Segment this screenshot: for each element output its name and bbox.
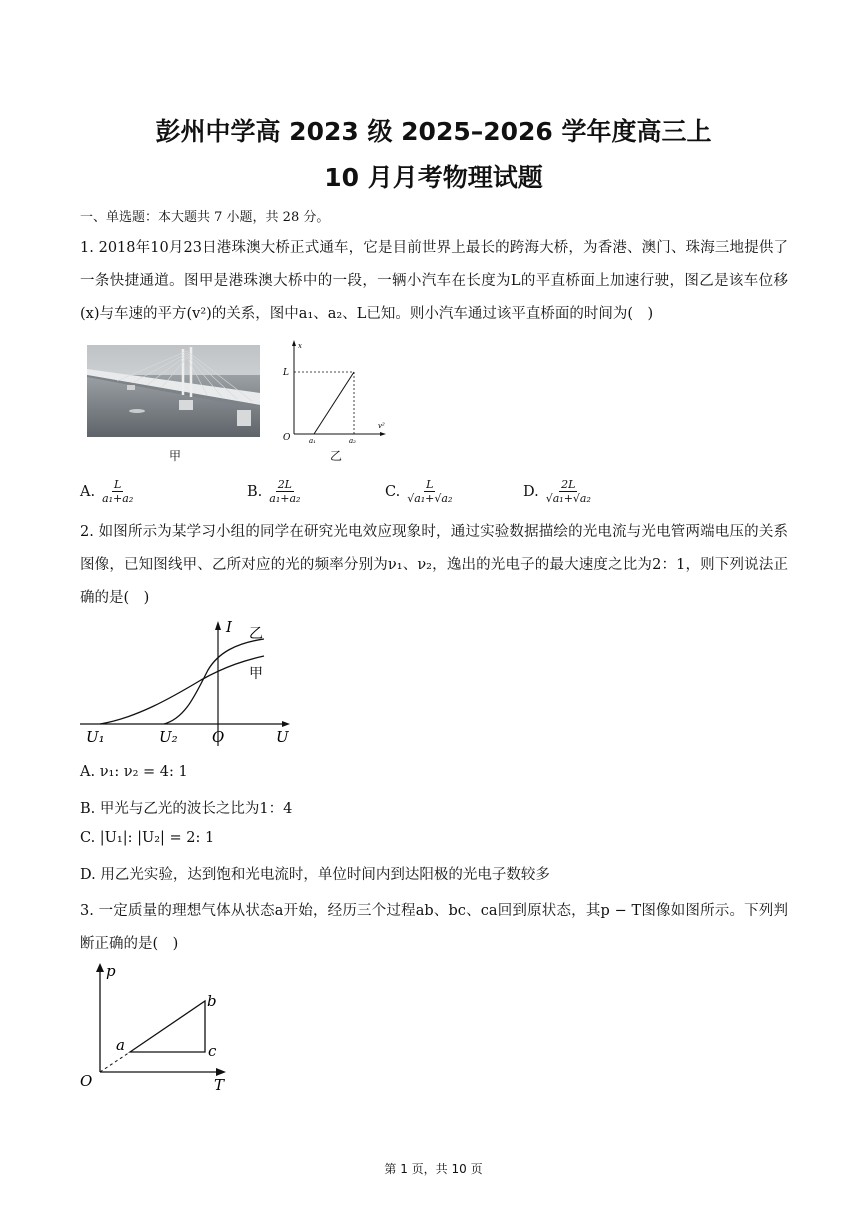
graph-origin: O xyxy=(283,433,291,443)
curve-label-yi: 乙 xyxy=(249,626,263,642)
option-numerator: L xyxy=(114,478,122,491)
q2-option-c[interactable]: C. |U₁|: |U₂| = 2: 1 xyxy=(80,830,215,846)
q2-option-d[interactable]: D. 用乙光实验，达到饱和光电流时，单位时间内到达阳极的光电子数较多 xyxy=(80,867,550,883)
graph-origin: O xyxy=(80,1072,93,1090)
graph-x-label: T xyxy=(214,1076,225,1092)
caption-jia: 甲 xyxy=(169,449,182,463)
graph-x-label: U xyxy=(276,728,289,746)
page-footer: 第 1 页，共 10 页 xyxy=(384,1162,483,1176)
exam-subtitle: 10 月月考物理试题 xyxy=(324,163,543,192)
q1-option-d[interactable] xyxy=(523,478,593,505)
q2-option-b[interactable]: B. 甲光与乙光的波长之比为1：4 xyxy=(80,801,293,817)
q1-option-a[interactable] xyxy=(80,478,135,505)
option-label: C. xyxy=(385,483,401,500)
graph-origin: O xyxy=(212,728,225,746)
graph-y-label: p xyxy=(106,962,116,980)
state-a-label: a xyxy=(116,1036,125,1054)
graph-L-label: L xyxy=(283,368,289,378)
graph-a2-label: a₂ xyxy=(349,437,356,445)
graph-x-label: v² xyxy=(378,422,385,430)
option-denominator: √a₁+√a₂ xyxy=(545,492,591,505)
option-numerator: 2L xyxy=(277,478,292,491)
option-label: A. xyxy=(80,483,96,500)
p-T-graph xyxy=(78,960,238,1092)
option-denominator: a₁+a₂ xyxy=(269,492,301,505)
exam-title: 彭州中学高 2023 级 2025–2026 学年度高三上 xyxy=(155,117,712,146)
question-2-text: 2. 如图所示为某学习小组的同学在研究光电效应现象时，通过实验数据描绘的光电流与光电管两端电压的关系图像，已知图线甲、乙所对应的光的频率分别为ν₁、ν₂，逸出的光电子的最大速度之比为2：1，则下列说法正确的是( ) xyxy=(80,524,788,606)
option-label: B. xyxy=(247,483,263,500)
bridge-photo xyxy=(87,345,260,437)
state-c-label: c xyxy=(208,1042,217,1060)
graph-y-label: x xyxy=(298,342,302,350)
option-numerator: L xyxy=(426,478,434,491)
q1-option-b[interactable] xyxy=(247,478,302,505)
graph-u2-label: U₂ xyxy=(159,728,178,746)
graph-y-label: I xyxy=(226,618,232,636)
state-b-label: b xyxy=(207,992,217,1010)
graph-u1-label: U₁ xyxy=(86,728,105,746)
curve-label-jia: 甲 xyxy=(249,666,263,682)
q2-option-a[interactable]: A. ν₁: ν₂ = 4: 1 xyxy=(80,764,188,780)
option-label: D. xyxy=(523,483,539,500)
graph-a1-label: a₁ xyxy=(309,437,316,445)
option-denominator: a₁+a₂ xyxy=(102,492,134,505)
option-denominator: √a₁+√a₂ xyxy=(407,492,453,505)
option-numerator: 2L xyxy=(561,478,576,491)
caption-yi: 乙 xyxy=(330,449,343,463)
q1-option-c[interactable] xyxy=(385,478,454,505)
section-heading: 一、单选题：本大题共 7 小题，共 28 分。 xyxy=(80,210,330,225)
question-3-text: 3. 一定质量的理想气体从状态a开始，经历三个过程ab、bc、ca回到原状态，其p − T图像如图所示。下列判断正确的是( ) xyxy=(80,903,788,952)
x-v2-graph xyxy=(282,338,392,446)
photoelectric-graph xyxy=(76,618,296,750)
question-1-text: 1. 2018年10月23日港珠澳大桥正式通车，它是目前世界上最长的跨海大桥，为香港、澳门、珠海三地提供了一条快捷通道。图甲是港珠澳大桥中的一段，一辆小汽车在长度为L的平直桥面上加速行驶，图乙是该车位移(x)与车速的平方(v²)的关系，图中a₁、a₂、L已知。则小汽车通过该平直桥面的时间为( ) xyxy=(80,240,788,322)
